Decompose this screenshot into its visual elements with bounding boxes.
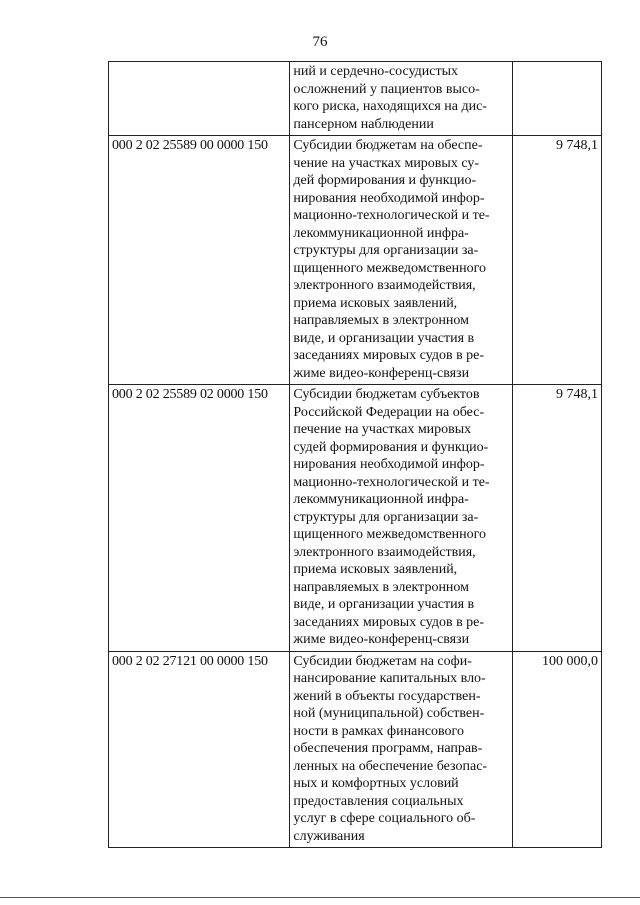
description-line: структуры для организации за-	[293, 509, 479, 525]
description-line: электронного взаимодействия,	[293, 544, 476, 560]
description-line: жиме видео-конференц-связи	[293, 365, 470, 381]
table-row	[109, 385, 602, 652]
budget-code-cell: 000 2 02 25589 02 0000 150	[109, 385, 290, 652]
description-line: лекоммуникационной инфра-	[293, 225, 469, 241]
description-line: ний и сердечно-сосудистых	[293, 64, 459, 79]
description-line: заседаниях мировых судов в ре-	[293, 348, 485, 363]
description-line: обеспечения программ, направ-	[293, 741, 483, 756]
description-line: чение на участках мировых су-	[293, 155, 480, 171]
description-line: лекоммуникационной инфра-	[293, 492, 469, 507]
description-line: мационно-технологической и те-	[293, 474, 490, 490]
description-line: Субсидии бюджетам на обеспе-	[293, 138, 483, 153]
description-line: печение на участках мировых	[293, 422, 472, 437]
bottom-rule	[0, 897, 640, 898]
description-line: ности в рамках финансового	[293, 723, 464, 739]
description-line: направляемых в электронном	[293, 579, 470, 595]
description-line: структуры для организации за-	[293, 243, 479, 258]
description-line: кого риска, находящихся на дис-	[293, 99, 487, 114]
amount-cell: 9 748,1	[512, 385, 601, 652]
page-number: 76	[312, 34, 328, 50]
amount-cell: 9 748,1	[512, 136, 601, 385]
description-line: ленных на обеспечение безопас-	[293, 758, 488, 774]
description-line: щищенного межведомственного	[293, 527, 487, 542]
description-line: приема исковых заявлений,	[293, 295, 458, 311]
description-line: электронного взаимодействия,	[293, 278, 476, 293]
description-line: приема исковых заявлений,	[293, 562, 458, 577]
description-cell	[290, 136, 512, 385]
amount-cell: 100 000,0	[512, 651, 601, 848]
description-line: нирования необходимой инфор-	[293, 190, 485, 206]
budget-table	[108, 61, 602, 848]
description-line: осложнений у пациентов высо-	[293, 81, 480, 97]
description-line: дей формирования и функцио-	[293, 173, 477, 188]
description-line: судей формирования и функцио-	[293, 439, 489, 455]
description-line: ных и комфортных условий	[293, 776, 459, 791]
description-line: жиме видео-конференц-связи	[293, 632, 470, 647]
description-line: услуг в сфере социального об-	[293, 811, 476, 826]
description-cell	[290, 62, 512, 136]
description-line: щищенного межведомственного	[293, 260, 487, 276]
amount-cell	[512, 62, 601, 136]
description-line: мационно-технологической и те-	[293, 208, 490, 223]
description-cell	[290, 651, 512, 848]
description-line: Российской Федерации на обес-	[293, 404, 485, 420]
budget-code-cell: 000 2 02 27121 00 0000 150	[109, 651, 290, 848]
description-line: виде, и организации участия в	[293, 597, 475, 612]
description-line: заседаниях мировых судов в ре-	[293, 614, 485, 630]
description-line: предоставления социальных	[293, 793, 464, 809]
description-cell	[290, 385, 512, 652]
budget-code-cell: 000 2 02 25589 00 0000 150	[109, 136, 290, 385]
description-line: направляемых в электронном	[293, 313, 470, 328]
description-line: Субсидии бюджетам на софи-	[293, 653, 472, 669]
description-line: Субсидии бюджетам субъектов	[293, 387, 480, 402]
description-line: нирования необходимой инфор-	[293, 457, 485, 472]
description-line: служивания	[293, 828, 365, 844]
table-row	[109, 62, 602, 136]
description-line: пансерном наблюдении	[293, 116, 434, 132]
table-row	[109, 651, 602, 848]
description-line: жений в объекты государствен-	[293, 688, 481, 704]
description-line: ной (муниципальной) собствен-	[293, 706, 485, 721]
budget-code-cell	[109, 62, 290, 136]
description-line: нансирование капитальных вло-	[293, 671, 486, 686]
description-line: виде, и организации участия в	[293, 330, 475, 346]
table-body	[109, 62, 602, 848]
table-row	[109, 136, 602, 385]
